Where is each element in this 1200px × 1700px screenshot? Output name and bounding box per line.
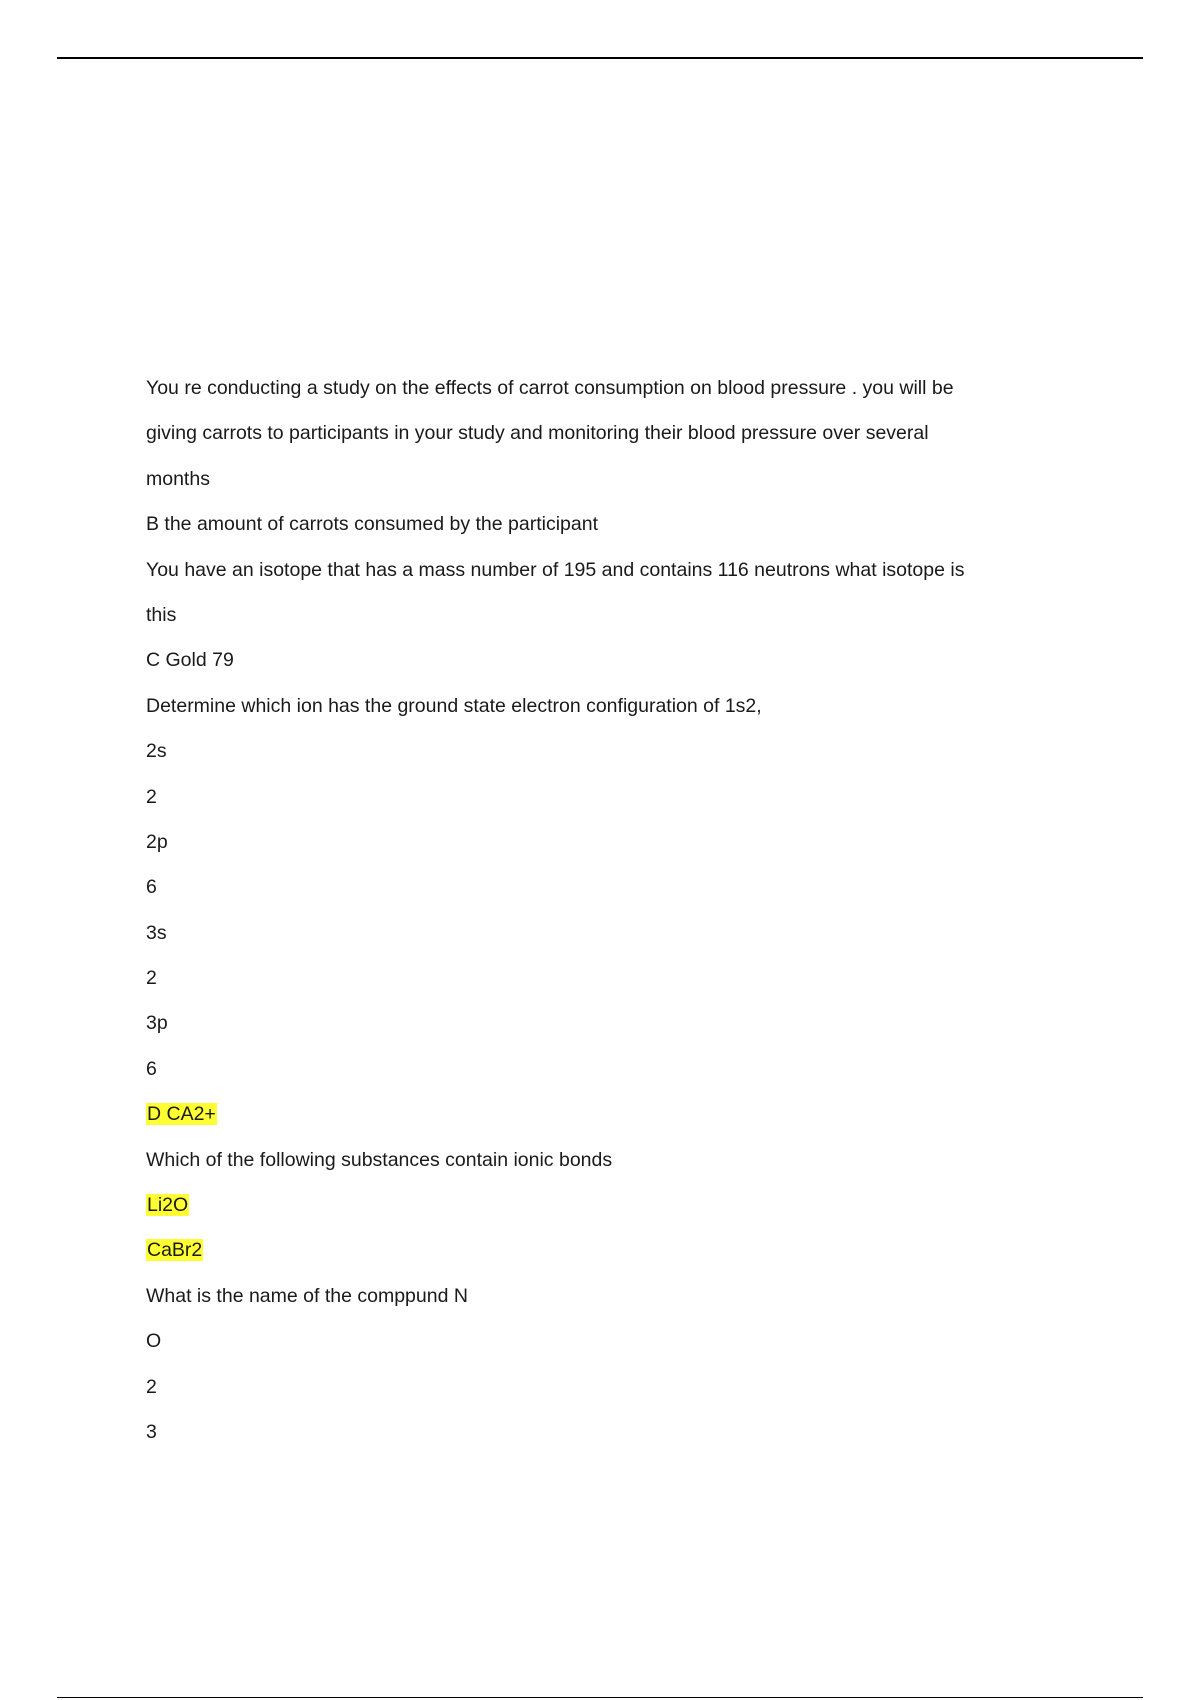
line-text: B the amount of carrots consumed by the participant	[146, 513, 598, 536]
text-line	[146, 962, 1046, 1007]
line-text: 2	[146, 967, 157, 990]
text-line	[146, 917, 1046, 962]
line-text: 3p	[146, 1012, 168, 1035]
question-line	[146, 1144, 1046, 1189]
text-line	[146, 463, 1046, 508]
line-text: What is the name of the comppund N	[146, 1284, 468, 1307]
line-text: 6	[146, 876, 157, 899]
line-text: 2p	[146, 830, 168, 853]
highlighted-answer: Li2O	[147, 1194, 189, 1217]
question-line	[146, 690, 1046, 735]
text-line	[146, 417, 1046, 462]
text-line	[146, 1053, 1046, 1098]
question-line	[146, 1280, 1046, 1325]
answer-line	[146, 644, 1046, 689]
line-text: giving carrots to participants in your study and monitoring their blood pressure over several	[146, 422, 929, 445]
highlighted-answer: D CA2+	[147, 1103, 216, 1126]
text-line	[146, 1007, 1046, 1052]
line-text: 3	[146, 1420, 157, 1443]
text-line	[146, 372, 1046, 417]
line-text: 3s	[146, 921, 167, 944]
answer-line	[146, 1234, 1046, 1279]
text-line	[146, 599, 1046, 644]
text-line	[146, 826, 1046, 871]
line-text: You have an isotope that has a mass number of 195 and contains 116 neutrons what isotope is	[146, 558, 965, 581]
text-line	[146, 871, 1046, 916]
answer-line	[146, 1189, 1046, 1234]
line-text: 2	[146, 1375, 157, 1398]
line-text: 6	[146, 1057, 157, 1080]
text-line	[146, 1371, 1046, 1416]
line-text: months	[146, 467, 210, 490]
text-line	[146, 1416, 1046, 1461]
header-rule	[57, 57, 1143, 59]
question-line	[146, 554, 1046, 599]
line-text: this	[146, 603, 177, 626]
footer-rule	[57, 1697, 1143, 1698]
line-text: C Gold 79	[146, 649, 234, 672]
line-text: 2s	[146, 740, 167, 763]
text-line	[146, 781, 1046, 826]
line-text: Determine which ion has the ground state electron configuration of 1s2,	[146, 694, 762, 717]
line-text: O	[146, 1330, 162, 1353]
document-body	[146, 372, 1046, 1461]
highlighted-answer: CaBr2	[147, 1239, 203, 1262]
line-text: Which of the following substances contain ionic bonds	[146, 1148, 613, 1171]
text-line	[146, 735, 1046, 780]
line-text: 2	[146, 785, 157, 808]
text-line	[146, 1325, 1046, 1370]
answer-line	[146, 508, 1046, 553]
line-text: You re conducting a study on the effects of carrot consumption on blood pressure . you will be	[146, 377, 954, 399]
answer-line	[146, 1098, 1046, 1143]
